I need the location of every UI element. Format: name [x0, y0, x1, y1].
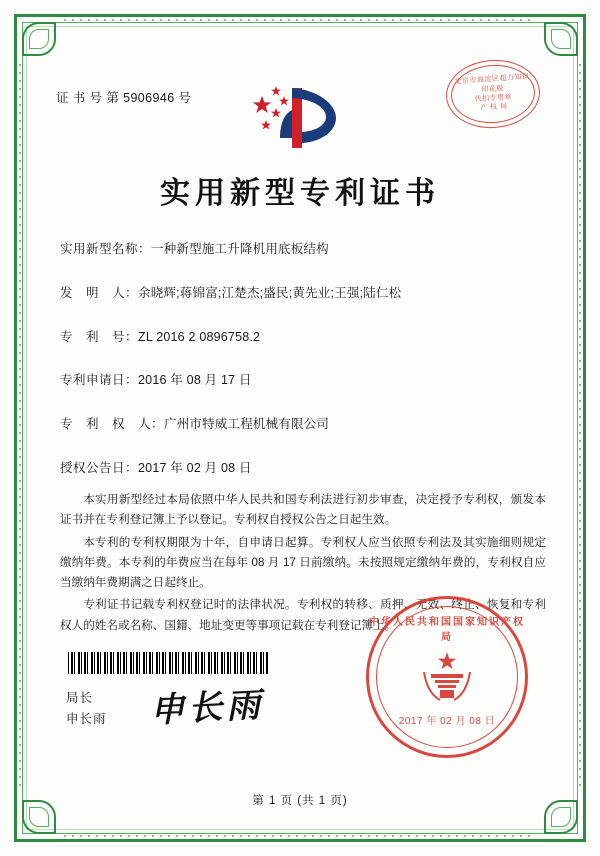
- edge-pattern-left: [19, 64, 21, 792]
- national-seal-date: 2017 年 02 月 08 日: [398, 716, 496, 727]
- director-name: 申长雨: [66, 711, 107, 726]
- field-row-utility-model-name: [60, 240, 550, 259]
- field-value-patent-number: ZL 2016 2 0896758.2: [138, 329, 261, 344]
- edge-pattern-right: [579, 64, 581, 792]
- tax-stamp-line4: 产 权 局: [480, 103, 508, 113]
- certificate-content: [40, 40, 560, 816]
- field-row-application-date: [60, 371, 550, 390]
- field-value-grant-date: 2017 年 02 月 08 日: [138, 460, 252, 475]
- field-list: [60, 240, 550, 503]
- field-row-patent-number: [60, 328, 550, 347]
- field-row-inventors: [60, 284, 550, 303]
- field-row-patentee: [60, 415, 550, 434]
- field-value-patentee: 广州市特威工程机械有限公司: [164, 417, 330, 431]
- field-label-grant-date: 授权公告日：: [60, 460, 139, 475]
- certificate-number: 证 书 号 第 5906946 号: [56, 91, 192, 105]
- field-label-utility-model-name: 实用新型名称：: [60, 242, 152, 256]
- field-label-patentee: 专 利 权 人：: [60, 417, 165, 431]
- national-seal-arc-top: 中华人民共和国国家知识产权局: [369, 617, 525, 643]
- barcode: [68, 652, 268, 674]
- national-seal: [366, 596, 528, 758]
- legal-paragraph-3: 专利证书记载专利权登记时的法律状况。专利权的转移、质押、无效、终止、恢复和专利权人的姓名或名称、国籍、地址变更等事项记载在专利登记簿上。: [60, 598, 546, 632]
- field-label-application-date: 专利申请日：: [60, 373, 139, 388]
- tax-stamp-line3: 代扣专用章: [474, 93, 513, 104]
- handwritten-signature: 申长雨: [149, 685, 266, 731]
- tax-stamp-ring: [449, 62, 537, 126]
- legal-paragraph-1: 本实用新型经过本局依照中华人民共和国专利法进行初步审查，决定授予专利权，颁发本证书并在专利登记簿上予以登记。专利权自授权公告之日起生效。: [60, 493, 546, 527]
- patent-office-logo-icon: [240, 80, 360, 156]
- edge-pattern-bottom: [64, 835, 536, 837]
- field-value-application-date: 2016 年 08 月 17 日: [138, 373, 252, 388]
- national-emblem-icon: [418, 650, 476, 704]
- edge-pattern-top: [64, 19, 536, 21]
- tax-stamp-line1: 北京市海淀区超力知识: [454, 73, 530, 86]
- page-title: 实用新型专利证书: [160, 176, 440, 211]
- field-label-inventors: 发 明 人：: [60, 285, 139, 300]
- field-value-inventors: 余晓辉;蒋锦富;江楚杰;盛民;黄先业;王强;陆仁松: [138, 285, 402, 300]
- legal-paragraph-2: 本专利的专利权期限为十年，自申请日起算。专利权人应当依照专利法及其实施细则规定缴纳年费。本专利的年费应当在每年 08 月 17 日前缴纳。未按照规定缴纳年费的，专利权自应当缴纳年费期满之日起终止。: [60, 535, 546, 590]
- field-label-patent-number: 专 利 号：: [60, 329, 139, 344]
- page-footer: 第 1 页 (共 1 页): [252, 795, 348, 807]
- field-row-grant-date: [60, 459, 550, 478]
- tax-stamp-seal: [444, 57, 543, 131]
- field-value-utility-model-name: 一种新型施工升降机用底板结构: [151, 242, 329, 256]
- director-block: [66, 688, 107, 729]
- tax-stamp-line2: 印花税: [481, 84, 505, 94]
- director-label: 局长: [66, 691, 94, 705]
